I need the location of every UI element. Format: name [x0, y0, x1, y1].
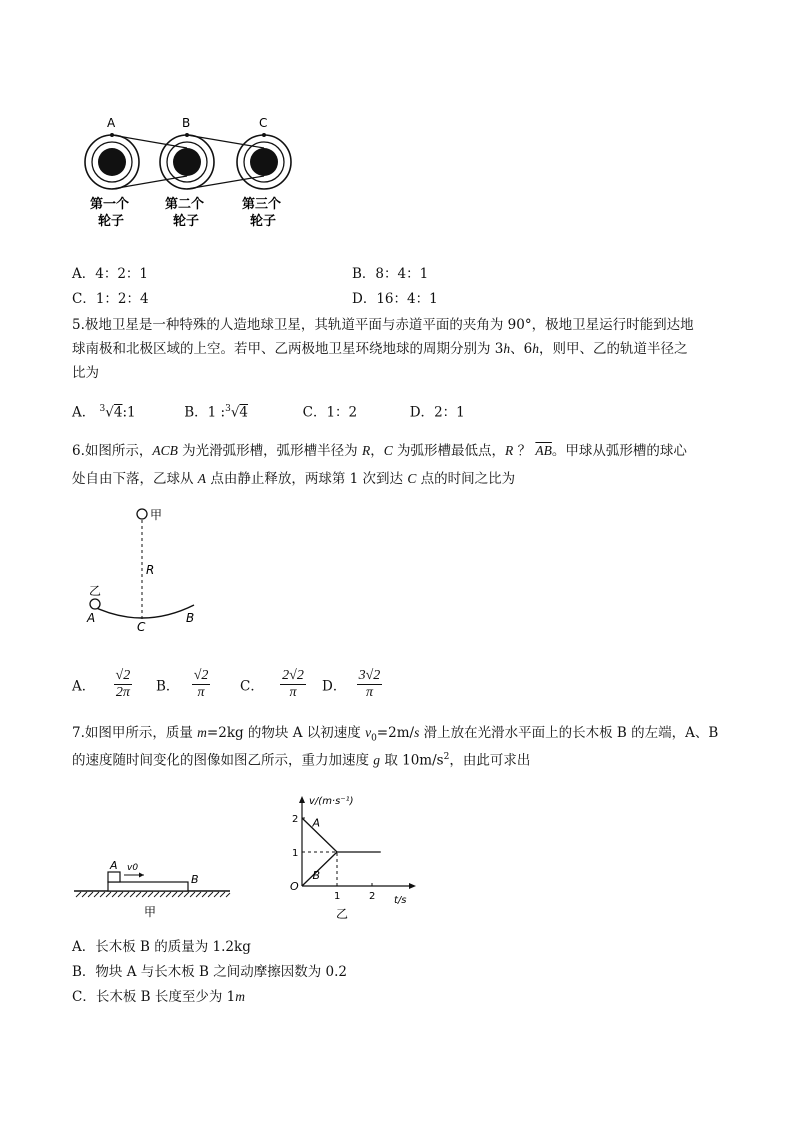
q5-option-b-head: 1 : [207, 404, 226, 421]
q4-option-c-text: 1：2：4 [95, 291, 149, 307]
q7-option-a-text: 长木板 B 的质量为 1.2kg [95, 939, 251, 955]
label-c: C [137, 620, 146, 634]
q7-s: s [414, 725, 420, 740]
series-label-a: A [312, 816, 321, 830]
q6-option-c-den: π [289, 685, 297, 700]
q7-line-2a: 的速度随时间变化的图像如图乙所示，重力加速度 [72, 752, 374, 769]
origin-label: O [290, 880, 299, 893]
q4-option-a [72, 265, 148, 283]
caption-3-line1: 第三个 [242, 197, 282, 212]
q7-option-c [72, 988, 245, 1006]
q7-line-2c: ，由此可求出 [449, 752, 531, 769]
q4-option-b [352, 265, 428, 283]
q4-option-a-text: 4：2：1 [95, 266, 149, 282]
wheel-2 [160, 135, 214, 189]
wheels-figure [72, 112, 312, 242]
q7-line-1d: 滑上放在光滑水平面上的长木板 B 的左端，A、B [419, 725, 719, 741]
q4-option-b-letter: B． [352, 266, 376, 282]
label-jia: 甲 [150, 508, 163, 522]
q6-option-b [156, 668, 210, 701]
caption-3-line2: 轮子 [250, 214, 277, 229]
q6-acb: ACB [152, 443, 178, 458]
q7-line-1 [72, 724, 718, 748]
q5-line-2a: 球南极和北极区域的上空。若甲、乙两极地卫星环绕地球的周期分别为 3 [72, 341, 504, 357]
q5-option-a-index: 3 [99, 404, 106, 414]
q6-option-c [240, 668, 306, 701]
q5-line-1: 5.极地卫星是一种特殊的人造地球卫星，其轨道平面与赤道平面的夹角为 90°，极地卫星运行时能到达地 [72, 317, 694, 333]
q6-option-c-letter: C． [240, 678, 264, 695]
q6-ab: $\overline{AB}$ [535, 443, 552, 458]
q4-option-b-text: 8：4：1 [375, 266, 429, 282]
q7-option-c-unit: m [235, 989, 245, 1004]
q6-option-b-letter: B． [156, 678, 180, 695]
q5-option-a-letter: A． [72, 404, 96, 421]
q6-option-a-num: √2 [115, 668, 131, 683]
caption-1-line2: 轮子 [98, 214, 125, 229]
q7-option-c-letter: C． [72, 989, 96, 1005]
chart-caption: 乙 [336, 907, 349, 921]
q6-c2: C [407, 471, 417, 486]
q7-g: g [373, 752, 381, 768]
q4-option-a-letter: A． [72, 266, 96, 282]
q6-option-a-den: 2π [115, 685, 130, 700]
q6-r2: R [505, 443, 514, 458]
q7-option-a [72, 938, 251, 956]
ball-yi [90, 599, 100, 609]
q5-options: A． $^3$√4:1 B．1 :$^3$√4 C．1：2 D．2：1 [72, 404, 465, 421]
q5-line-2 [72, 340, 687, 358]
q7-option-a-letter: A． [72, 939, 96, 955]
caption-2-line1: 第二个 [165, 197, 205, 212]
label-b: B [182, 116, 191, 130]
q7-line-2b: 取 10m/s [380, 752, 444, 769]
q5-unit-h2: h [532, 341, 539, 356]
arc-groove-figure [72, 500, 232, 640]
q7-v: v [365, 725, 372, 740]
wheel-3 [237, 135, 291, 189]
q6-c: C [383, 443, 393, 458]
q5-option-d-text: 2：1 [434, 404, 465, 421]
q5-option-b-radicand: 4 [239, 404, 249, 421]
q7-option-b-text: 物块 A 与长木板 B 之间动摩擦因数为 0.2 [95, 964, 348, 980]
x-axis-arrow [409, 883, 416, 889]
q7-option-c-text: 长木板 B 长度至少为 1 [95, 989, 236, 1005]
q6-option-d [322, 668, 382, 701]
q5-option-b-index: 3 [225, 404, 231, 414]
q7-line-1c: =2m/ [376, 725, 415, 741]
caption-jia: 甲 [144, 905, 157, 919]
q6-option-c-num: 2√2 [282, 668, 304, 683]
caption-2-line2: 轮子 [173, 214, 200, 229]
wheel-1 [85, 135, 139, 189]
q6-line-1b: 为光滑弧形槽，弧形槽半径为 [177, 443, 362, 459]
label-b: B [186, 611, 195, 625]
q7-line-2 [72, 748, 530, 770]
q6-option-a [72, 668, 132, 701]
q7-sub0: 0 [371, 733, 377, 744]
q6-option-b-num: √2 [193, 668, 209, 683]
label-a: A [107, 116, 116, 130]
q6-option-d-num: 3√2 [358, 668, 381, 683]
q7-sup2: 2 [443, 752, 450, 762]
ground-hatching [76, 892, 230, 897]
q6-line-2b: 点由静止释放，两球第 1 次到达 [206, 471, 408, 487]
q6-line-2 [72, 470, 515, 488]
q4-option-d [352, 290, 438, 308]
q5-line-2c: ，则甲、乙的轨道半径之 [538, 341, 688, 357]
q4-option-d-text: 16：4：1 [376, 291, 438, 307]
q6-comma: ， [370, 443, 384, 459]
q6-option-b-den: π [197, 685, 205, 700]
x-tick-label-2: 2 [369, 891, 376, 902]
q5-unit-h1: h [503, 341, 511, 356]
q5-line-2b: 、6 [510, 341, 533, 357]
q6-line-1c: 为弧形槽最低点， [392, 443, 506, 459]
q6-q: ？ [513, 443, 536, 459]
q6-line-1a: 6.如图所示， [72, 443, 153, 459]
caption-1-line1: 第一个 [90, 197, 130, 212]
q5-option-d-letter: D． [409, 404, 435, 421]
y-axis-label: v/(m·s⁻¹) [309, 796, 354, 807]
q6-option-d-den: π [365, 685, 373, 700]
ball-jia [137, 509, 147, 519]
label-a: A [87, 611, 96, 625]
series-label-b: B [312, 869, 321, 883]
block-a [108, 872, 120, 882]
q6-line-2c: 点的时间之比为 [416, 471, 516, 487]
q5-option-c-text: 1：2 [326, 404, 358, 421]
q6-r: R [361, 443, 371, 458]
q6-line-1 [72, 442, 687, 460]
q6-option-d-letter: D． [322, 678, 347, 695]
label-yi: 乙 [89, 584, 102, 598]
q6-line-2a: 处自由下落，乙球从 [72, 471, 198, 487]
x-tick-label-1: 1 [334, 891, 341, 902]
velocity-time-chart [282, 790, 432, 925]
q4-option-c [72, 290, 149, 308]
q5-option-a-tail: :1 [122, 404, 136, 421]
q7-option-b-letter: B． [72, 964, 96, 980]
q5-line-3: 比为 [72, 365, 99, 381]
q5-option-b-letter: B． [184, 404, 208, 421]
y-tick-label-2: 2 [292, 814, 299, 825]
label-c: C [259, 116, 268, 130]
label-a: A [110, 859, 118, 872]
q7-line-1b: =2kg 的物块 A 以初速度 [206, 725, 366, 741]
label-b: B [191, 873, 199, 886]
q5-option-c-letter: C． [302, 404, 327, 421]
q4-option-c-letter: C． [72, 291, 96, 307]
board-b [108, 882, 188, 891]
y-tick-label-1: 1 [292, 848, 299, 859]
q4-option-d-letter: D． [352, 291, 377, 307]
q6-a: A [197, 471, 207, 486]
y-axis-arrow [299, 796, 305, 803]
x-axis-label: t/s [394, 895, 407, 906]
q7-line-1a: 7.如图甲所示，质量 [72, 725, 198, 741]
q5-option-a-radicand: 4 [113, 404, 123, 421]
q6-line-1d: 。甲球从弧形槽的球心 [551, 443, 687, 459]
q6-option-a-letter: A． [72, 678, 96, 695]
label-v0: v0 [127, 863, 139, 873]
block-board-figure [72, 850, 232, 920]
label-r: R [146, 563, 155, 577]
q7-option-b [72, 963, 347, 981]
q7-m: m [197, 725, 207, 740]
